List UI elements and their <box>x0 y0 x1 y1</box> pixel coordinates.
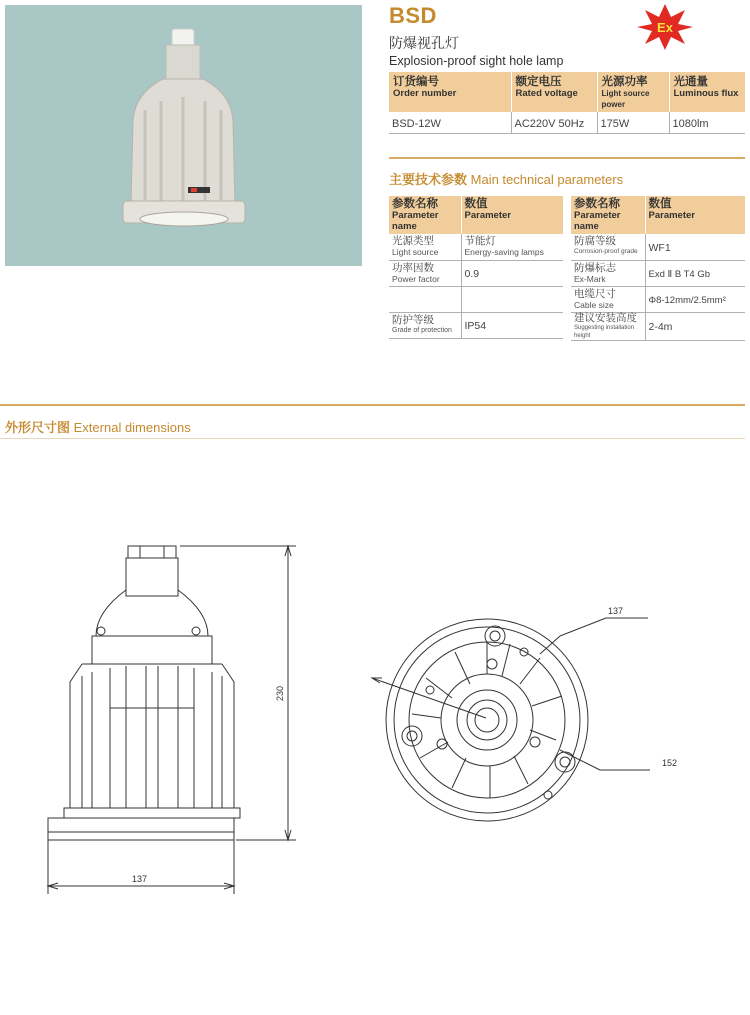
light-power-cell: 175W <box>597 112 669 133</box>
params-header: 参数名称 Parameter name 数值 Parameter <box>571 196 745 234</box>
ex-mark-text: Ex <box>657 20 673 35</box>
table-row: 防腐等级 Corrosion-proof grade WF1 <box>571 234 745 260</box>
product-photo <box>5 5 362 266</box>
params-table-left <box>389 196 563 339</box>
params-table-right <box>571 196 745 341</box>
table-row: 建议安装高度 Suggesting installation height 2-4m <box>571 312 745 340</box>
table-row: 防爆标志 Ex-Mark Exd Ⅱ B T4 Gb <box>571 260 745 286</box>
order-table-header <box>389 72 745 112</box>
technical-section-title: 主要技术参数 Main technical parameters <box>389 172 624 187</box>
section-divider <box>0 404 745 406</box>
ex-mark-icon <box>637 4 693 50</box>
order-header-cell: 额定电压 Rated voltage <box>511 72 597 112</box>
dimensions-section-title: 外形尺寸图 External dimensions <box>5 420 191 435</box>
table-row: 防护等级 Grade of protection IP54 <box>389 312 563 338</box>
table-row: 功率因数 Power factor 0.9 <box>389 260 563 286</box>
params-header: 参数名称 Parameter name 数值 Parameter <box>389 196 563 234</box>
base-width-dimension: 137 <box>132 874 148 884</box>
product-name-en: Explosion-proof sight hole lamp <box>389 54 564 68</box>
order-header-cell: 光通量 Luminous flux <box>669 72 745 112</box>
product-model: BSD <box>389 3 437 28</box>
order-header-cell: 光源功率 Light source power <box>597 72 669 112</box>
front-diameter-dimension: 152 <box>662 758 678 768</box>
rated-voltage-cell: AC220V 50Hz <box>511 112 597 133</box>
dimension-drawing <box>0 440 750 1000</box>
table-row <box>389 286 563 312</box>
section-divider <box>389 157 745 159</box>
order-table <box>389 72 745 134</box>
table-row: 电缆尺寸 Cable size Φ8-12mm/2.5mm² <box>571 286 745 312</box>
order-number-cell: BSD-12W <box>389 112 511 133</box>
product-name-cn: 防爆视孔灯 <box>389 35 459 51</box>
order-header-cell: 订货编号 Order number <box>389 72 511 112</box>
section-underline <box>0 438 745 439</box>
table-row: 光源类型 Light source 节能灯 Energy-saving lamps <box>389 234 563 260</box>
table-row <box>389 112 745 133</box>
height-dimension: 230 <box>275 685 285 701</box>
luminous-flux-cell: 1080lm <box>669 112 745 133</box>
front-radius-dimension: 137 <box>608 606 624 616</box>
